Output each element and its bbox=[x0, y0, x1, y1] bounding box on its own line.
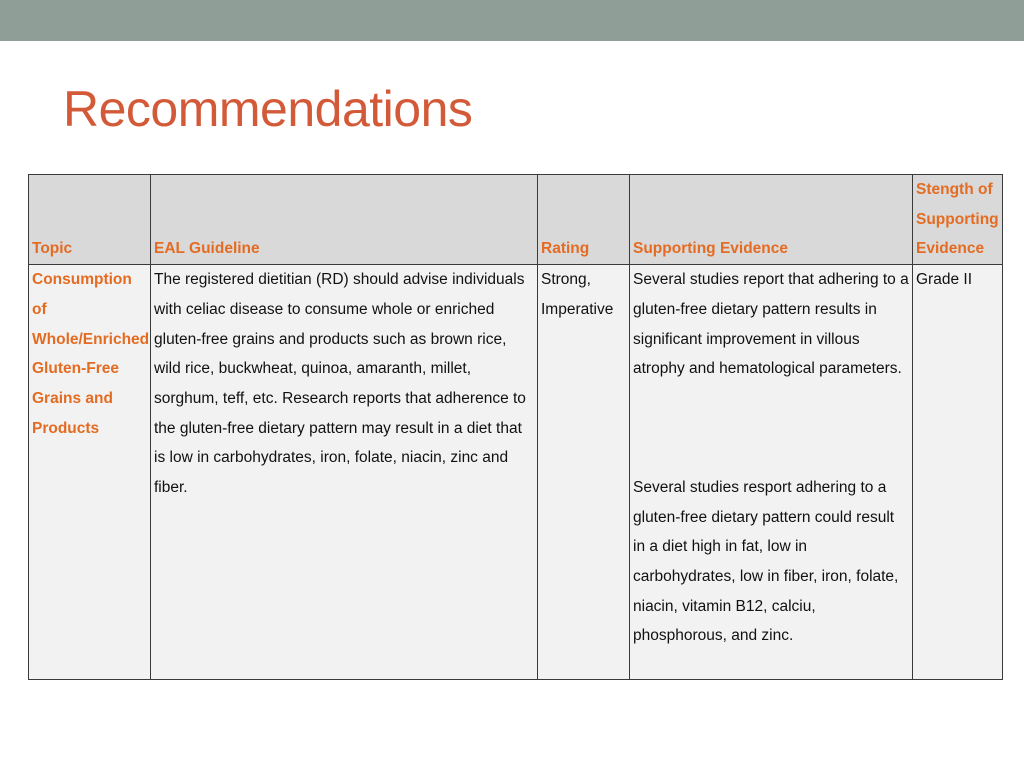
evidence-paragraph-1: Several studies report that adhering to a gluten-free dietary pattern results in significant improvement in villous atrophy and hematological parameters. bbox=[633, 271, 909, 378]
table-row bbox=[29, 265, 1003, 680]
header-strength-of-evidence: Stength of Supporting Evidence bbox=[913, 175, 1003, 265]
cell-topic: Consumption of Whole/Enriched Gluten-Free Grains and Products bbox=[29, 265, 151, 680]
header-topic: Topic bbox=[29, 175, 151, 265]
evidence-spacer bbox=[633, 384, 909, 473]
cell-strength-of-evidence: Grade II bbox=[913, 265, 1003, 680]
slide-title: Recommendations bbox=[63, 81, 473, 137]
evidence-paragraph-2: Several studies resport adhering to a gluten-free dietary pattern could result in a diet high in fat, low in carbohydrates, low in fiber, iron, folate, niacin, vitamin B12, calciu, phosphorous, and zinc. bbox=[633, 478, 899, 645]
cell-eal-guideline: The registered dietitian (RD) should advise individuals with celiac disease to consume whole or enriched gluten-free grains and products such as brown rice, wild rice, buckwheat, quinoa, amaranth, millet, sorghum, teff, etc. Research reports that adherence to the gluten-free dietary pattern may result in a diet that is low in carbohydrates, iron, folate, niacin, zinc and fiber. bbox=[151, 265, 538, 680]
cell-rating: Strong, Imperative bbox=[538, 265, 630, 680]
top-banner-bar bbox=[0, 0, 1024, 41]
header-supporting-evidence: Supporting Evidence bbox=[630, 175, 913, 265]
recommendations-table bbox=[28, 174, 1003, 680]
header-eal-guideline: EAL Guideline bbox=[151, 175, 538, 265]
cell-supporting-evidence bbox=[630, 265, 913, 680]
header-rating: Rating bbox=[538, 175, 630, 265]
table-header-row bbox=[29, 175, 1003, 265]
